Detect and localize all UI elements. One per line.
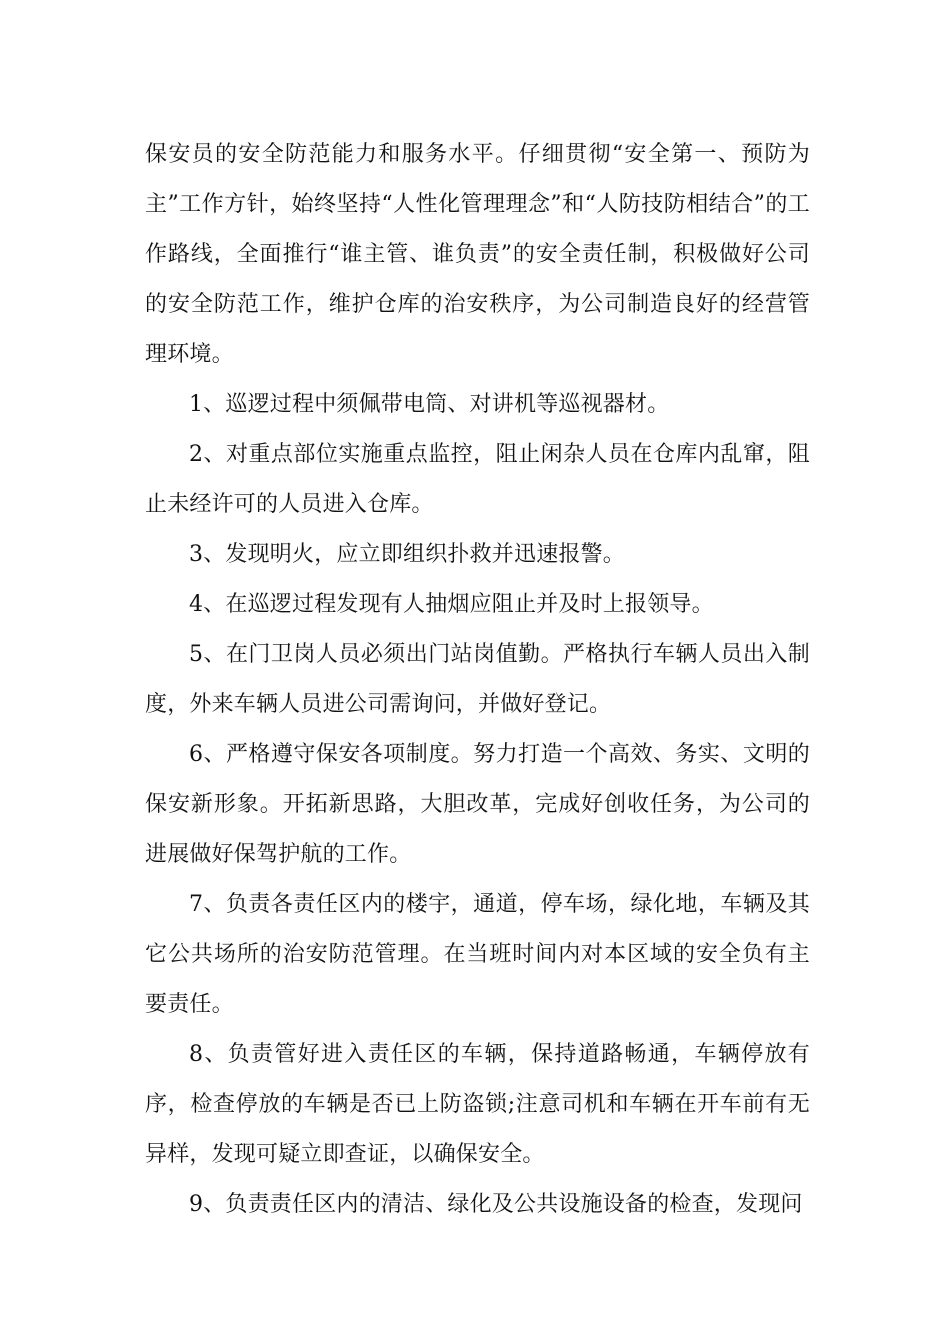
paragraph-item-7: 7、负责各责任区内的楼宇，通道，停车场，绿化地，车辆及其它公共场所的治安防范管理。在当班时间内对本区域的安全负有主要责任。: [145, 892, 810, 1017]
paragraph-intro: 保安员的安全防范能力和服务水平。仔细贯彻“安全第一、预防为主”工作方针，始终坚持“人性化管理理念”和“人防技防相结合”的工作路线，全面推行“谁主管、谁负责”的安全责任制，积极做好公司的安全防范工作，维护仓库的治安秩序，为公司制造良好的经营管理环境。: [145, 142, 810, 367]
paragraph-item-8: 8、负责管好进入责任区的车辆，保持道路畅通，车辆停放有序，检查停放的车辆是否已上防盗锁;注意司机和车辆在开车前有无异样，发现可疑立即查证，以确保安全。: [145, 1042, 810, 1167]
paragraph-item-6: 6、严格遵守保安各项制度。努力打造一个高效、务实、文明的保安新形象。开拓新思路，大胆改革，完成好创收任务，为公司的进展做好保驾护航的工作。: [145, 742, 810, 867]
paragraph-item-1: 1、巡逻过程中须佩带电筒、对讲机等巡视器材。: [189, 392, 670, 417]
paragraph-item-4: 4、在巡逻过程发现有人抽烟应阻止并及时上报领导。: [189, 592, 714, 617]
paragraph-item-3: 3、发现明火，应立即组织扑救并迅速报警。: [189, 542, 625, 567]
document-body: [145, 130, 810, 1230]
paragraph-item-5: 5、在门卫岗人员必须出门站岗值勤。严格执行车辆人员出入制度，外来车辆人员进公司需询问，并做好登记。: [145, 642, 810, 717]
paragraph-item-2: 2、对重点部位实施重点监控，阻止闲杂人员在仓库内乱窜，阻止未经许可的人员进入仓库。: [145, 442, 810, 517]
paragraph-item-9: 9、负责责任区内的清洁、绿化及公共设施设备的检查，发现问: [189, 1192, 803, 1217]
